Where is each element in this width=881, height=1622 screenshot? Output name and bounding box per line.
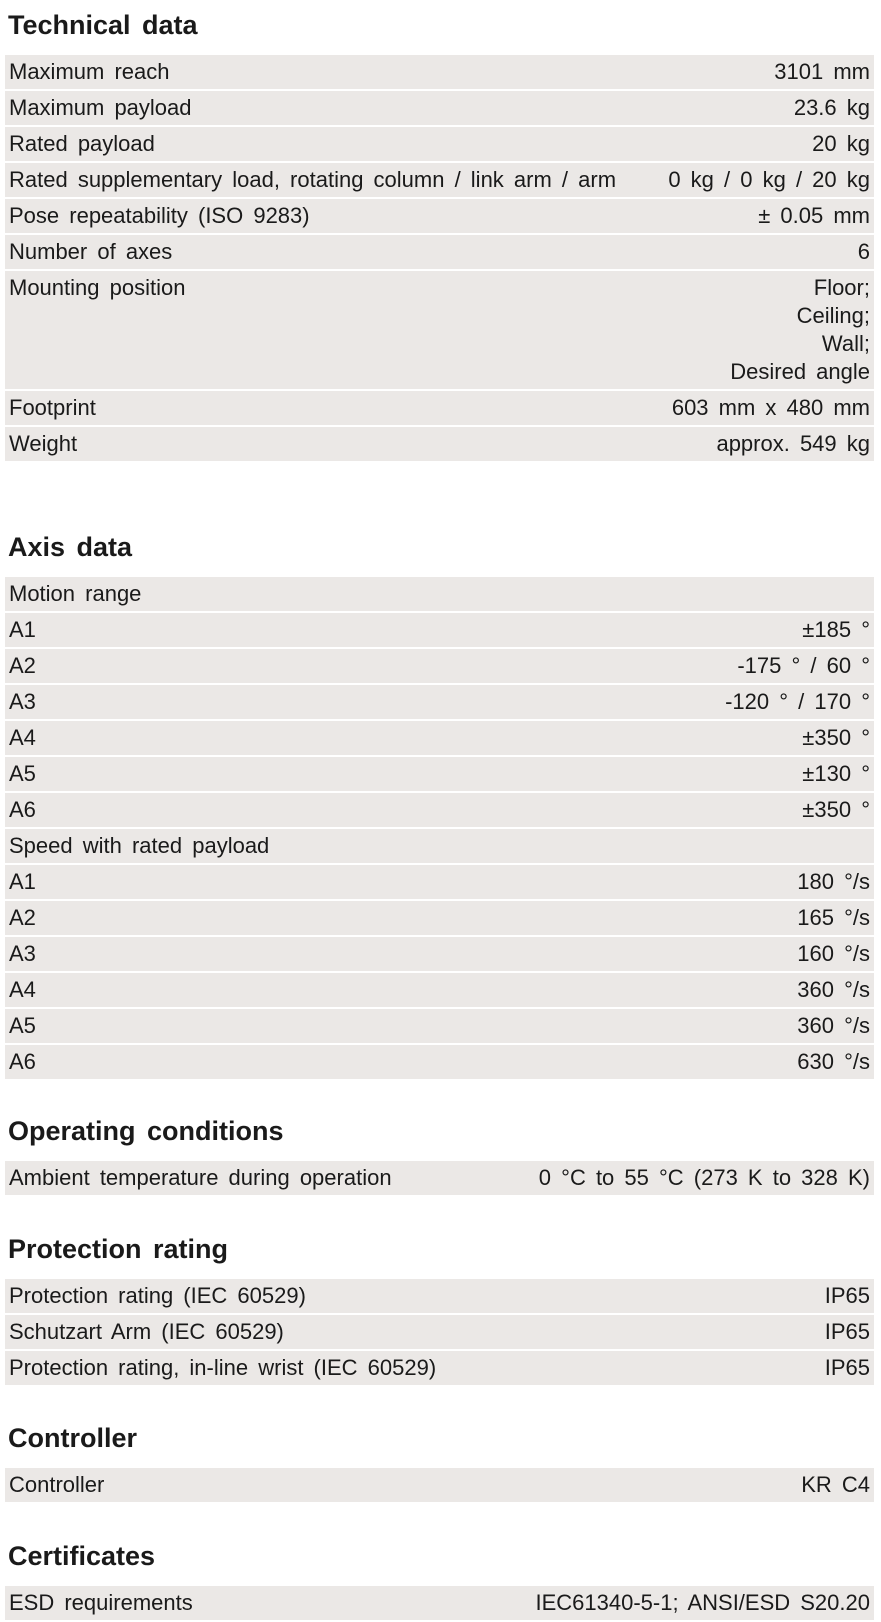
table-row: [5, 271, 874, 391]
row-label: Mounting position: [9, 275, 186, 300]
table-row: [5, 613, 874, 649]
table-row: [5, 829, 874, 865]
row-label: A4: [9, 725, 36, 750]
protection-rating-table: [5, 1279, 874, 1387]
protection-rating-heading: Protection rating: [8, 1234, 229, 1264]
row-label: Pose repeatability (ISO 9283): [9, 203, 310, 228]
row-value: ±350 °: [802, 797, 870, 822]
row-label: Ambient temperature during operation: [9, 1165, 392, 1190]
row-value: 20 kg: [812, 131, 870, 156]
row-value: 180 °/s: [797, 869, 870, 894]
table-row: [5, 1315, 874, 1351]
row-value: IEC61340-5-1; ANSI/ESD S20.20: [535, 1590, 870, 1615]
row-value: 165 °/s: [797, 905, 870, 930]
technical-data-table: [5, 55, 874, 463]
row-value: ±350 °: [802, 725, 870, 750]
row-label: Weight: [9, 431, 78, 456]
row-label: ESD requirements: [9, 1590, 193, 1615]
table-row: [5, 91, 874, 127]
axis-data-section: [0, 534, 881, 1081]
row-value: approx. 549 kg: [716, 431, 870, 456]
mounting-option: Wall;: [821, 331, 870, 356]
row-value: KR C4: [801, 1472, 870, 1497]
axis-data-heading: Axis data: [8, 532, 133, 562]
row-value: IP65: [824, 1355, 870, 1380]
row-label: A6: [9, 797, 36, 822]
row-label: Schutzart Arm (IEC 60529): [9, 1319, 284, 1344]
table-row: [5, 577, 874, 613]
mounting-option: Ceiling;: [796, 303, 870, 328]
row-value: [730, 274, 870, 386]
table-row: [5, 793, 874, 829]
table-row: [5, 901, 874, 937]
row-value: 360 °/s: [797, 977, 870, 1002]
operating-conditions-table: [5, 1161, 874, 1197]
table-row: [5, 865, 874, 901]
row-label: A5: [9, 761, 36, 786]
operating-conditions-section: [0, 1118, 881, 1197]
table-row: [5, 391, 874, 427]
table-row: [5, 1468, 874, 1504]
row-value: 6: [857, 239, 870, 264]
row-label: A6: [9, 1049, 36, 1074]
operating-conditions-heading: Operating conditions: [8, 1116, 284, 1146]
row-value: -175 ° / 60 °: [737, 653, 870, 678]
row-label: Protection rating, in-line wrist (IEC 60529): [9, 1355, 437, 1380]
row-label: Rated payload: [9, 131, 155, 156]
table-row: [5, 1161, 874, 1197]
table-row: [5, 721, 874, 757]
row-value: 0 kg / 0 kg / 20 kg: [668, 167, 870, 192]
row-label: A5: [9, 1013, 36, 1038]
row-label: A1: [9, 617, 36, 642]
table-row: [5, 1009, 874, 1045]
certificates-heading: Certificates: [8, 1541, 156, 1571]
row-label: A2: [9, 905, 36, 930]
certificates-section: [0, 1543, 881, 1622]
row-label: Maximum reach: [9, 59, 170, 84]
row-label: Protection rating (IEC 60529): [9, 1283, 306, 1308]
row-value: 160 °/s: [797, 941, 870, 966]
row-label: Controller: [9, 1472, 105, 1497]
row-label: Maximum payload: [9, 95, 192, 120]
row-value: 630 °/s: [797, 1049, 870, 1074]
row-value: IP65: [824, 1283, 870, 1308]
axis-data-table: [5, 577, 874, 1081]
table-row: [5, 1045, 874, 1081]
row-value: 23.6 kg: [793, 95, 870, 120]
row-label: A4: [9, 977, 36, 1002]
row-value: ±185 °: [802, 617, 870, 642]
row-label: Rated supplementary load, rotating column / link arm / arm: [9, 167, 617, 192]
table-row: [5, 1279, 874, 1315]
row-label: A2: [9, 653, 36, 678]
row-label: Footprint: [9, 395, 96, 420]
certificates-table: [5, 1586, 874, 1622]
table-row: [5, 55, 874, 91]
mounting-option: Desired angle: [730, 359, 870, 384]
row-value: -120 ° / 170 °: [725, 689, 870, 714]
row-label: Motion range: [9, 581, 142, 606]
technical-data-heading: Technical data: [8, 10, 198, 40]
controller-section: [0, 1425, 881, 1504]
row-value: 360 °/s: [797, 1013, 870, 1038]
table-row: [5, 127, 874, 163]
table-row: [5, 235, 874, 271]
table-row: [5, 163, 874, 199]
table-row: [5, 1586, 874, 1622]
table-row: [5, 685, 874, 721]
table-row: [5, 427, 874, 463]
table-row: [5, 937, 874, 973]
controller-heading: Controller: [8, 1423, 138, 1453]
technical-data-section: [0, 12, 881, 463]
protection-rating-section: [0, 1236, 881, 1387]
row-value: 3101 mm: [774, 59, 870, 84]
mounting-option: Floor;: [813, 275, 870, 300]
row-value: ±130 °: [802, 761, 870, 786]
row-value: 603 mm x 480 mm: [671, 395, 870, 420]
row-value: ± 0.05 mm: [758, 203, 870, 228]
controller-table: [5, 1468, 874, 1504]
table-row: [5, 199, 874, 235]
table-row: [5, 757, 874, 793]
row-label: Number of axes: [9, 239, 173, 264]
row-label: A1: [9, 869, 36, 894]
row-label: A3: [9, 689, 36, 714]
table-row: [5, 1351, 874, 1387]
row-value: IP65: [824, 1319, 870, 1344]
row-label: A3: [9, 941, 36, 966]
table-row: [5, 649, 874, 685]
row-label: Speed with rated payload: [9, 833, 270, 858]
row-value: 0 °C to 55 °C (273 K to 328 K): [538, 1165, 870, 1190]
table-row: [5, 973, 874, 1009]
